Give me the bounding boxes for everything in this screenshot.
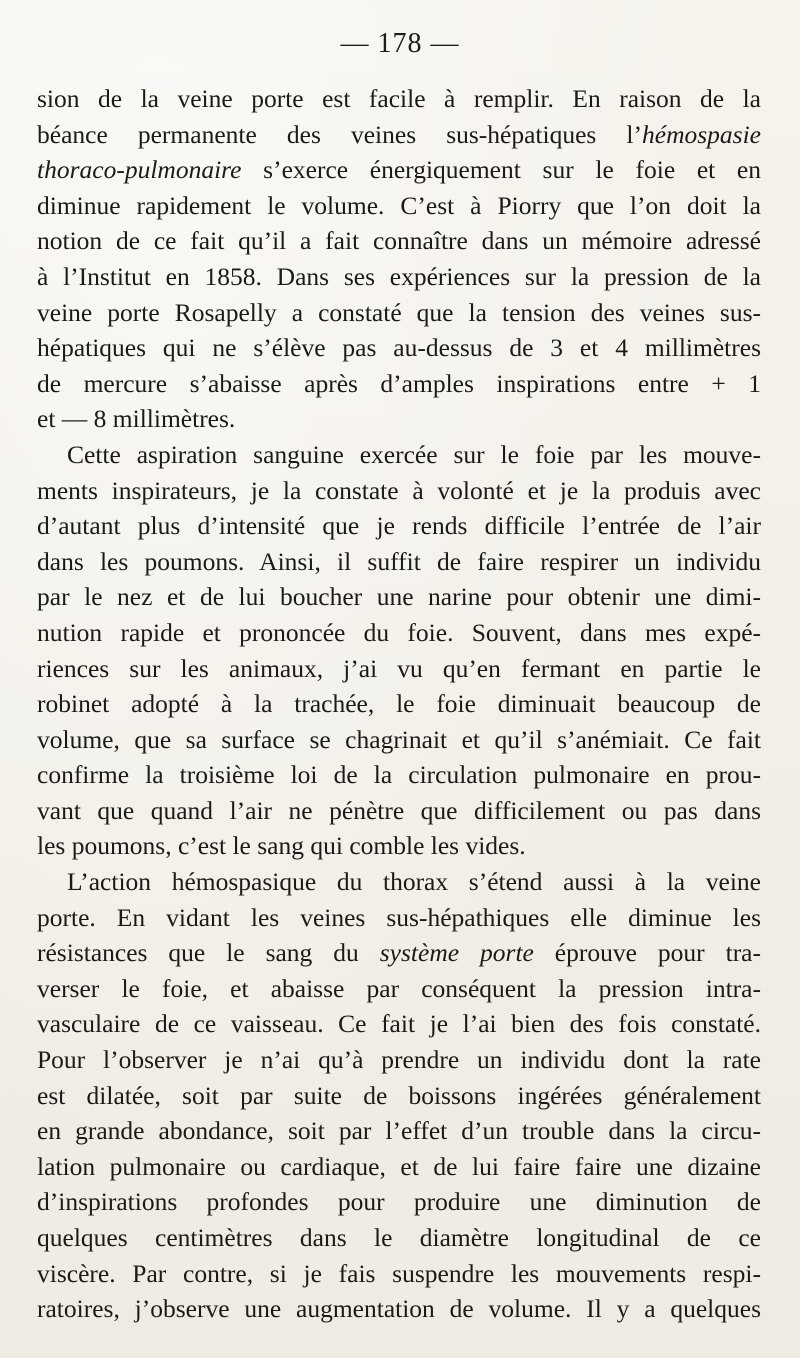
text-line: Pour l’observer je n’ai qu’à prendre un individu dont la rate [37,1045,761,1075]
text-line: nution rapide et prononcée du foie. Souvent, dans mes expé- [37,617,761,647]
text-line: quelques centimètres dans le diamètre longitudinal de ce [37,1223,761,1252]
text-line: est dilatée, soit par suite de boissons ingérées généralement [37,1080,761,1110]
text-line: en grande abondance, soit par l’effet d’un trouble dans la circu- [37,1116,761,1146]
text-line: béance permanente des veines sus-hépatiques l’hémospasie [37,119,761,149]
paragraph-1 [37,81,761,437]
page-number: — 178 — [340,28,460,59]
paragraph-3 [37,864,761,1327]
text-line: par le nez et de lui boucher une narine pour obtenir une dimi- [37,582,761,612]
text-line: et — 8 millimètres. [37,404,236,434]
text-line: veine porte Rosapelly a constaté que la tension des veines sus- [37,297,761,327]
text-line: d’inspirations profondes pour produire une diminution de [37,1187,761,1217]
text-line: ratoires, j’observe une augmentation de volume. Il y a quelques [37,1294,761,1324]
text-line: résistances que le sang du système porte éprouve pour tra- [37,938,761,968]
text-line: L’action hémospasique du thorax s’étend aussi à la veine [67,867,761,897]
text-line: viscère. Par contre, si je fais suspendre les mouvements respi- [37,1258,761,1288]
text-line: volume, que sa surface se chagrinait et qu’il s’anémiait. Ce fait [37,724,761,754]
text-line: notion de ce fait qu’il a fait connaître dans un mémoire adressé [37,226,761,256]
text-line: vasculaire de ce vaisseau. Ce fait je l’ai bien des fois constaté. [37,1009,761,1039]
text-line: diminue rapidement le volume. C’est à Piorry que l’on doit la [37,190,761,220]
paragraph-2 [37,437,761,864]
text-line: de mercure s’abaisse après d’amples inspirations entre + 1 [37,368,761,398]
text-line: ments inspirateurs, je la constate à volonté et je la produis avec [37,475,761,505]
text-line: confirme la troisième loi de la circulation pulmonaire en prou- [37,760,761,790]
text-line: à l’Institut en 1858. Dans ses expériences sur la pression de la [37,261,761,291]
text-line: riences sur les animaux, j’ai vu qu’en fermant en partie le [37,653,761,683]
text-line: d’autant plus d’intensité que je rends difficile l’entrée de l’air [37,511,761,541]
text-line: les poumons, c’est le sang qui comble les vides. [37,831,526,861]
text-line: porte. En vidant les veines sus-hépathiques elle diminue les [37,902,761,932]
text-line: Cette aspiration sanguine exercée sur le foie par les mouve- [67,439,761,469]
text-line: hépatiques qui ne s’élève pas au-dessus de 3 et 4 millimètres [37,333,761,363]
text-line: dans les poumons. Ainsi, il suffit de faire respirer un individu [37,546,761,576]
text-line: thoraco-pulmonaire s’exerce énergiquement sur le foie et en [37,155,761,185]
text-line: lation pulmonaire ou cardiaque, et de lui faire faire une dizaine [37,1151,761,1181]
body-text [37,81,761,1327]
text-line: verser le foie, et abaisse par conséquent la pression intra- [37,973,761,1003]
text-line: robinet adopté à la trachée, le foie diminuait beaucoup de [37,689,761,719]
text-line: sion de la veine porte est facile à remplir. En raison de la [37,84,761,113]
text-line: vant que quand l’air ne pénètre que difficilement ou pas dans [37,795,761,825]
